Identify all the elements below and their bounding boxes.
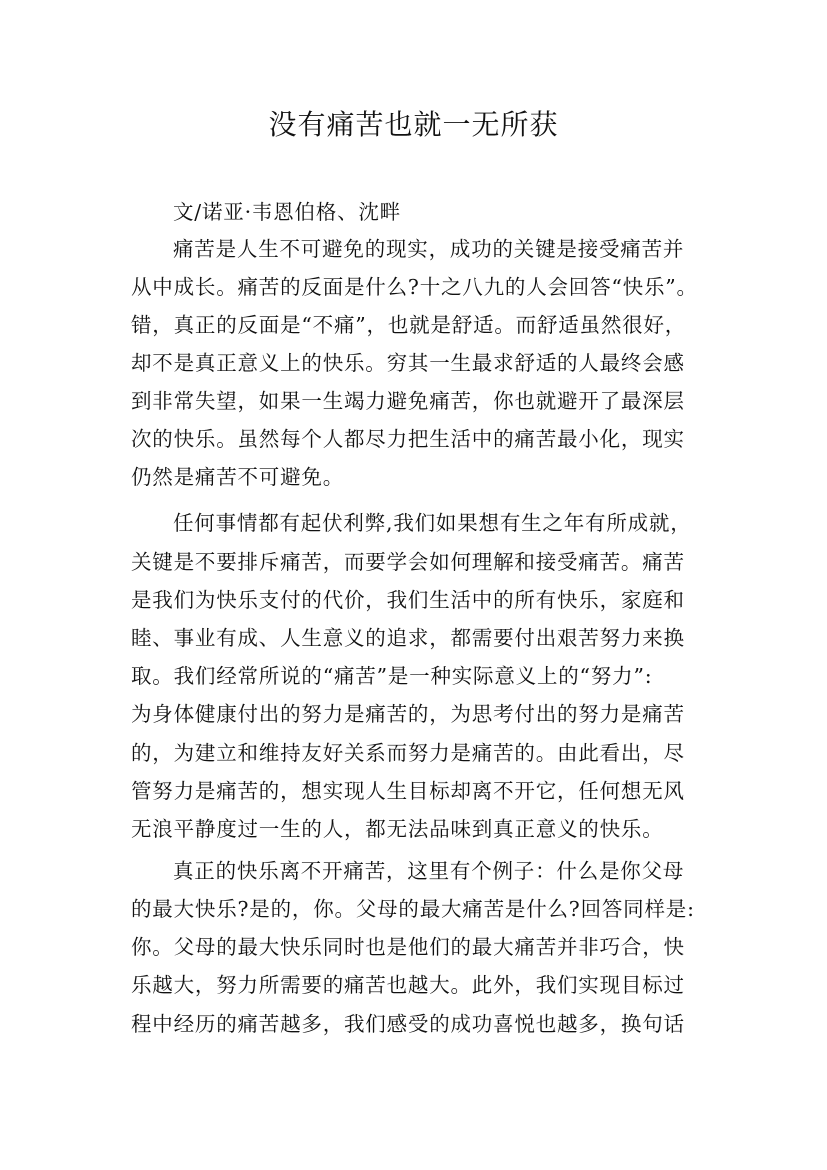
- paragraph-1-line-5: 到非常失望，如果一生竭力避免痛苦，你也就避开了最深层: [131, 389, 685, 413]
- byline: 文/诺亚·韦恩伯格、沈畔: [173, 200, 402, 224]
- paragraph-1-line-4: 却不是真正意义上的快乐。穷其一生最求舒适的人最终会感: [131, 351, 685, 375]
- paragraph-1-line-7: 仍然是痛苦不可避免。: [131, 465, 344, 489]
- paragraph-3-line-3: 你。父母的最大快乐同时也是他们的最大痛苦并非巧合，快: [131, 935, 685, 959]
- paragraph-2-line-2: 关键是不要排斥痛苦，而要学会如何理解和接受痛苦。痛苦: [131, 550, 685, 574]
- paragraph-2-line-5: 取。我们经常所说的“痛苦”是一种实际意义上的“努力”:: [131, 664, 653, 688]
- document-title: 没有痛苦也就一无所获: [268, 108, 559, 141]
- paragraph-2-line-1: 任何事情都有起伏利弊,我们如果想有生之年有所成就，: [173, 511, 692, 535]
- paragraph-2-line-3: 是我们为快乐支付的代价，我们生活中的所有快乐，家庭和: [131, 588, 685, 612]
- paragraph-2-line-6: 为身体健康付出的努力是痛苦的，为思考付出的努力是痛苦: [131, 702, 685, 726]
- paragraph-3-line-4: 乐越大，努力所需要的痛苦也越大。此外，我们实现目标过: [131, 973, 685, 997]
- paragraph-1-line-2: 从中成长。痛苦的反面是什么?十之八九的人会回答“快乐”。: [131, 275, 698, 299]
- paragraph-3-line-1: 真正的快乐离不开痛苦，这里有个例子：什么是你父母: [173, 859, 685, 883]
- paragraph-3-line-5: 程中经历的痛苦越多，我们感受的成功喜悦也越多，换句话: [131, 1012, 685, 1036]
- paragraph-3-line-2: 的最大快乐?是的，你。父母的最大痛苦是什么?回答同样是:: [131, 897, 695, 921]
- paragraph-2-line-4: 睦、事业有成、人生意义的追求，都需要付出艰苦努力来换: [131, 626, 685, 650]
- paragraph-2-line-9: 无浪平静度过一生的人，都无法品味到真正意义的快乐。: [131, 817, 664, 841]
- paragraph-1-line-1: 痛苦是人生不可避免的现实，成功的关键是接受痛苦并: [173, 237, 685, 261]
- paragraph-2-line-8: 管努力是痛苦的，想实现人生目标却离不开它，任何想无风: [131, 779, 685, 803]
- paragraph-1-line-3: 错，真正的反面是“不痛”，也就是舒适。而舒适虽然很好，: [131, 313, 687, 337]
- paragraph-2-line-7: 的，为建立和维持友好关系而努力是痛苦的。由此看出，尽: [131, 741, 685, 765]
- paragraph-1-line-6: 次的快乐。虽然每个人都尽力把生活中的痛苦最小化，现实: [131, 427, 685, 451]
